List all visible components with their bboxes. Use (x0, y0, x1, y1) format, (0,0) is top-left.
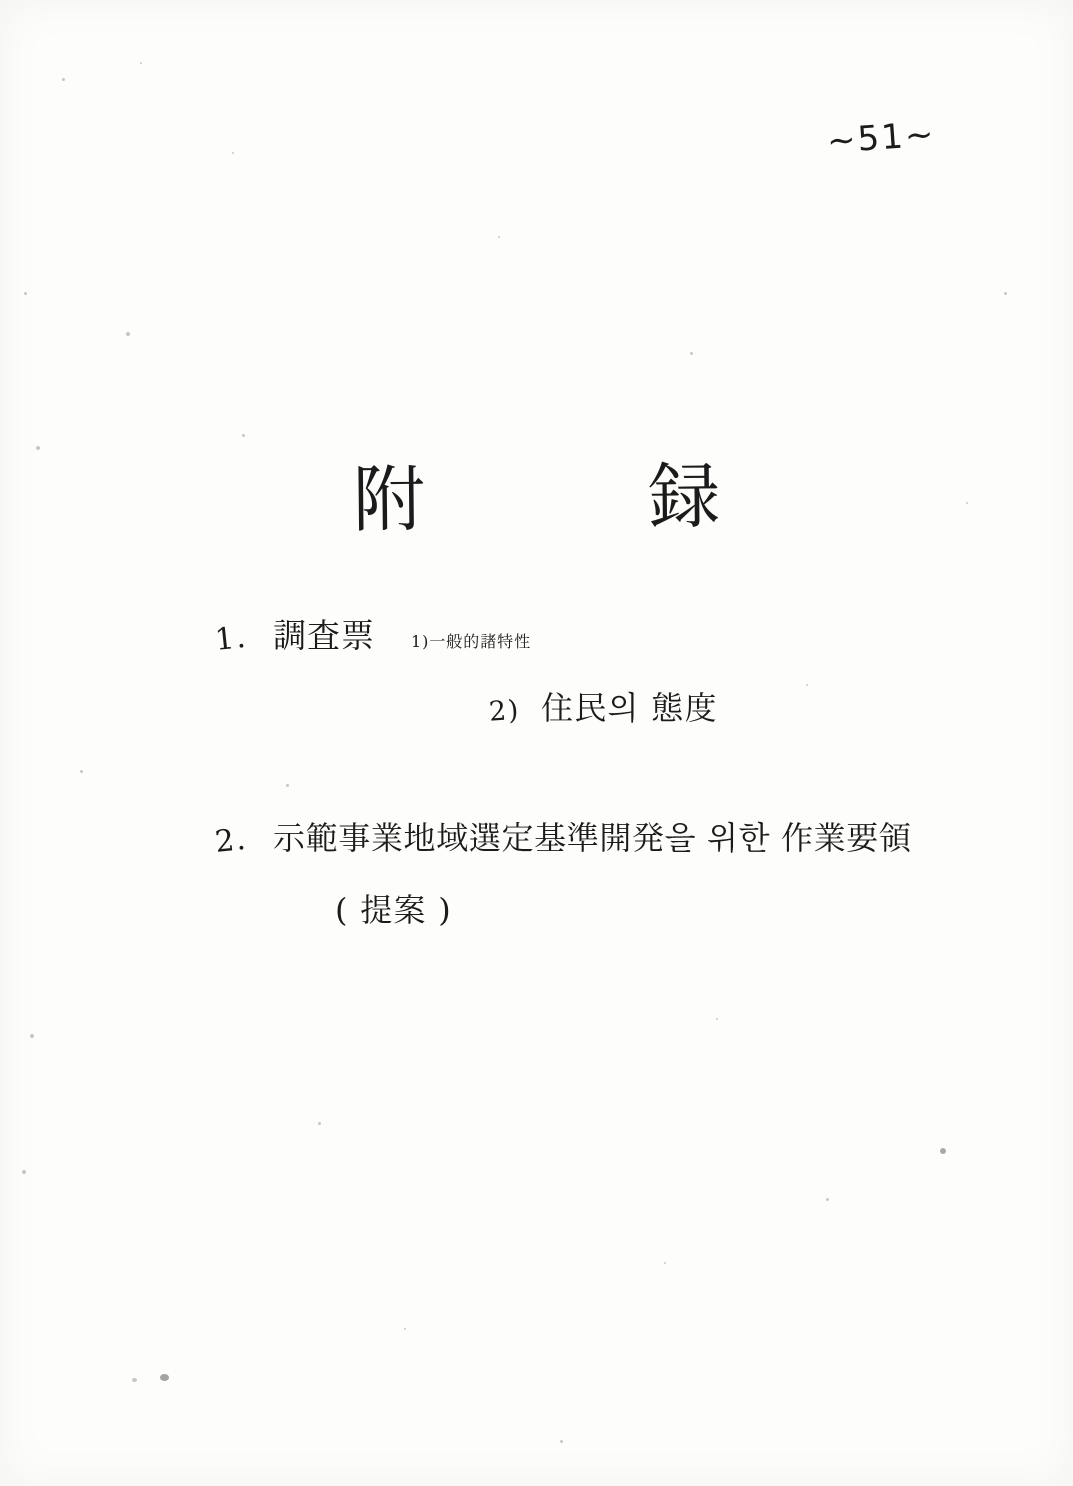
scan-speckle (62, 78, 65, 81)
scan-speckle (1004, 292, 1007, 295)
page-title: 附 録 (352, 453, 797, 542)
toc-item-1-number: 1. (213, 619, 250, 658)
toc-item-1 (215, 610, 975, 747)
toc-subitem-1-1 (411, 629, 531, 652)
toc-item-2 (215, 813, 975, 931)
table-of-contents (215, 610, 975, 937)
scan-speckle (498, 236, 500, 238)
scan-speckle (560, 1440, 563, 1443)
toc-item-2-number: 2. (213, 821, 250, 860)
scan-speckle (232, 152, 234, 154)
scan-speckle (242, 434, 245, 437)
scan-speckle (318, 1122, 321, 1125)
scan-speckle (826, 1198, 829, 1201)
scan-speckle (664, 1262, 666, 1264)
scan-speckle (716, 1018, 718, 1020)
toc-subitem-1-1-number: 1) (410, 632, 430, 651)
toc-subitem-1-2-number: 2) (487, 694, 522, 728)
scan-speckle (940, 1148, 946, 1154)
toc-subitem-1-2 (489, 683, 718, 729)
scan-speckle (140, 62, 142, 64)
toc-item-2-note: ( 提案 ) (335, 891, 452, 929)
scan-speckle (132, 1378, 137, 1382)
scan-speckle (30, 1034, 34, 1038)
toc-item-1-label: 調査票 (273, 616, 375, 655)
scan-speckle (24, 292, 27, 295)
scan-speckle (22, 1170, 26, 1174)
scan-speckle (160, 1374, 169, 1381)
scan-speckle (80, 770, 83, 773)
scan-speckle (404, 1328, 406, 1330)
toc-item-2-label: 示範事業地域選定基準開発을 위한 作業要領 (273, 819, 912, 857)
toc-subitem-1-1-label: 一般的諸特性 (429, 632, 532, 651)
page-number: ~51~ (825, 114, 937, 162)
toc-subitem-1-2-label: 住民의 態度 (541, 689, 718, 727)
scan-speckle (690, 352, 693, 355)
scan-speckle (126, 332, 130, 336)
